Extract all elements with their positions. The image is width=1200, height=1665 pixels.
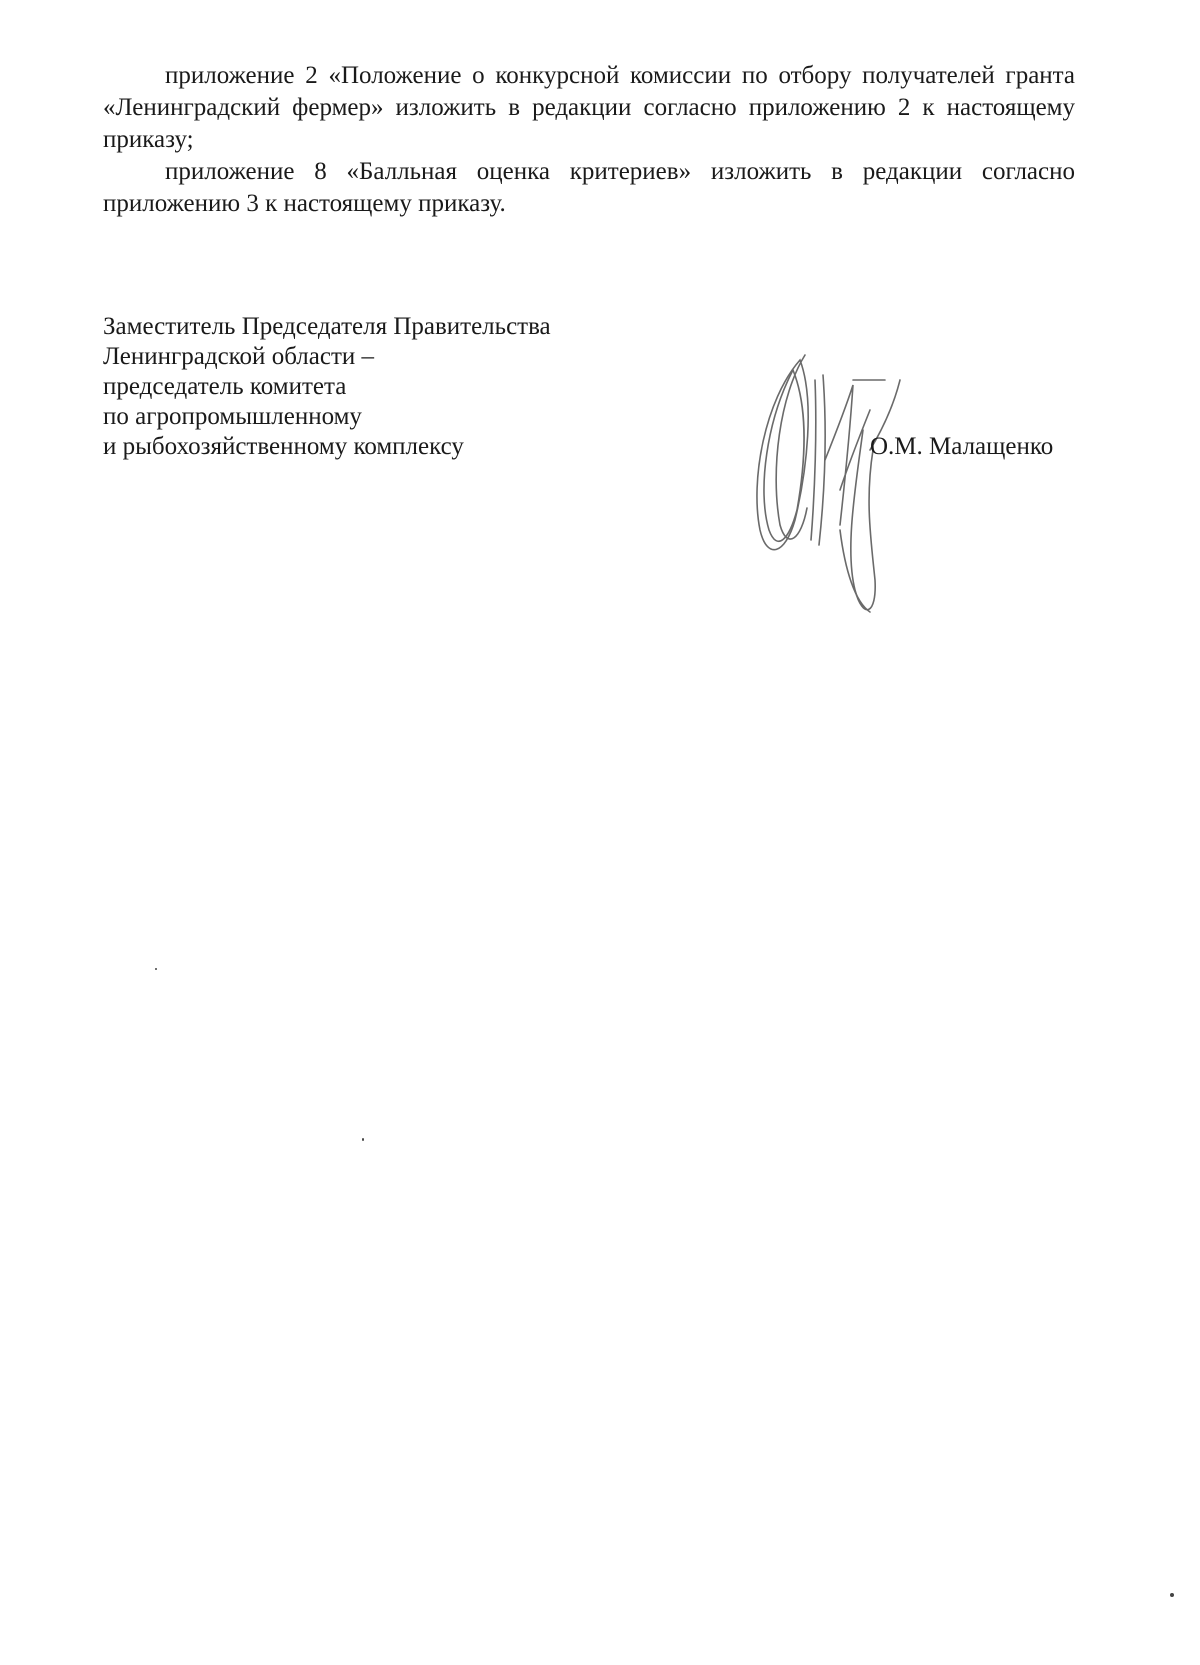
document-body bbox=[103, 60, 1075, 220]
signer-name: О.М. Малащенко bbox=[870, 433, 1054, 460]
signatory-title-line: председатель комитета bbox=[103, 373, 347, 400]
handwritten-signature-icon bbox=[745, 340, 955, 640]
signatory-title-line: и рыбохозяйственному комплексу bbox=[103, 433, 464, 460]
scan-speck bbox=[155, 968, 157, 970]
scan-speck bbox=[362, 1138, 364, 1141]
signatory-title-line: Ленинградской области – bbox=[103, 343, 375, 370]
signatory-title-line: по агропромышленному bbox=[103, 403, 362, 430]
paragraph-appendix-2: приложение 2 «Положение о конкурсной комиссии по отбору получателей гранта «Ленинградский фермер» изложить в редакции согласно приложению 2 к настоящему приказу; bbox=[103, 62, 1075, 153]
paragraph-appendix-8: приложение 8 «Балльная оценка критериев» изложить в редакции согласно приложению 3 к настоящему приказу. bbox=[103, 158, 1075, 217]
signatory-title-line: Заместитель Председателя Правительства bbox=[103, 313, 551, 340]
signatory-title bbox=[103, 312, 623, 462]
scan-speck bbox=[1170, 1593, 1174, 1597]
